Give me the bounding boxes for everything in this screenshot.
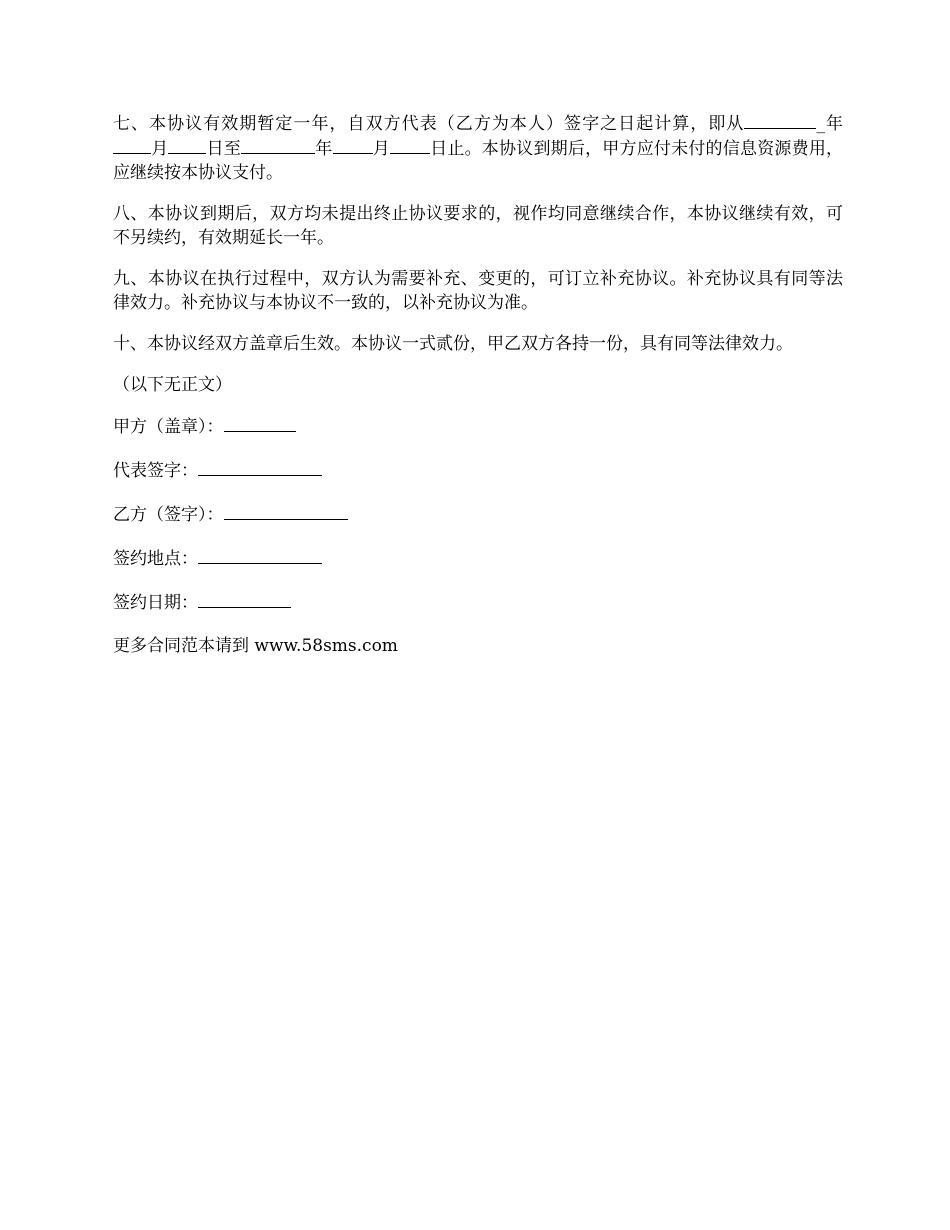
clause-seven — [113, 111, 843, 185]
representative-signature-line — [113, 458, 843, 483]
party-a-label: 甲方（盖章）： — [113, 417, 224, 437]
day-blank-1[interactable] — [168, 136, 206, 154]
clause-seven-text-1: 七、本协议有效期暂定一年，自双方代表（乙方为本人）签字之日起计算，即从 — [113, 114, 745, 134]
party-b-signature-blank[interactable] — [224, 502, 348, 520]
underscore-char: _ — [816, 114, 825, 134]
clause-eight: 八、本协议到期后，双方均未提出终止协议要求的，视作均同意继续合作，本协议继续有效，可不另续约，有效期延长一年。 — [113, 204, 843, 248]
party-b-signature-line — [113, 502, 843, 527]
end-note: （以下无正文） — [113, 375, 232, 395]
signing-date-blank[interactable] — [198, 590, 291, 608]
month-blank-2[interactable] — [333, 136, 373, 154]
signing-place-blank[interactable] — [198, 546, 322, 564]
month-label-1: 月 — [151, 139, 169, 159]
signing-date-line — [113, 590, 843, 615]
start-date-blank[interactable] — [744, 111, 816, 129]
signing-date-label: 签约日期： — [113, 593, 198, 613]
year-blank-2[interactable] — [241, 136, 315, 154]
party-b-label: 乙方（签字）： — [113, 505, 224, 525]
day-blank-2[interactable] — [390, 136, 430, 154]
signing-place-label: 签约地点： — [113, 549, 198, 569]
year-label-2: 年 — [315, 139, 333, 159]
party-a-seal-blank[interactable] — [224, 414, 296, 432]
clause-seven-text-2: 日止。本协议到期后，甲方应付未付的信息资源费用，应继续按本协议支付。 — [113, 139, 844, 183]
clause-ten: 十、本协议经双方盖章后生效。本协议一式贰份，甲乙双方各持一份，具有同等法律效力。 — [113, 334, 793, 354]
signing-place-line — [113, 546, 843, 571]
year-label-1: 年 — [824, 114, 844, 134]
month-blank-1[interactable] — [113, 136, 151, 154]
day-to-label: 日至 — [206, 139, 242, 159]
clause-nine: 九、本协议在执行过程中，双方认为需要补充、变更的，可订立补充协议。补充协议具有同等法律效力。补充协议与本协议不一致的，以补充协议为准。 — [113, 269, 843, 313]
footer-promo: 更多合同范本请到 www.58sms.com — [113, 636, 398, 656]
representative-label: 代表签字： — [113, 461, 198, 481]
document-page — [113, 111, 843, 675]
month-label-2: 月 — [372, 139, 390, 159]
representative-signature-blank[interactable] — [198, 458, 322, 476]
party-a-signature-line — [113, 414, 843, 439]
